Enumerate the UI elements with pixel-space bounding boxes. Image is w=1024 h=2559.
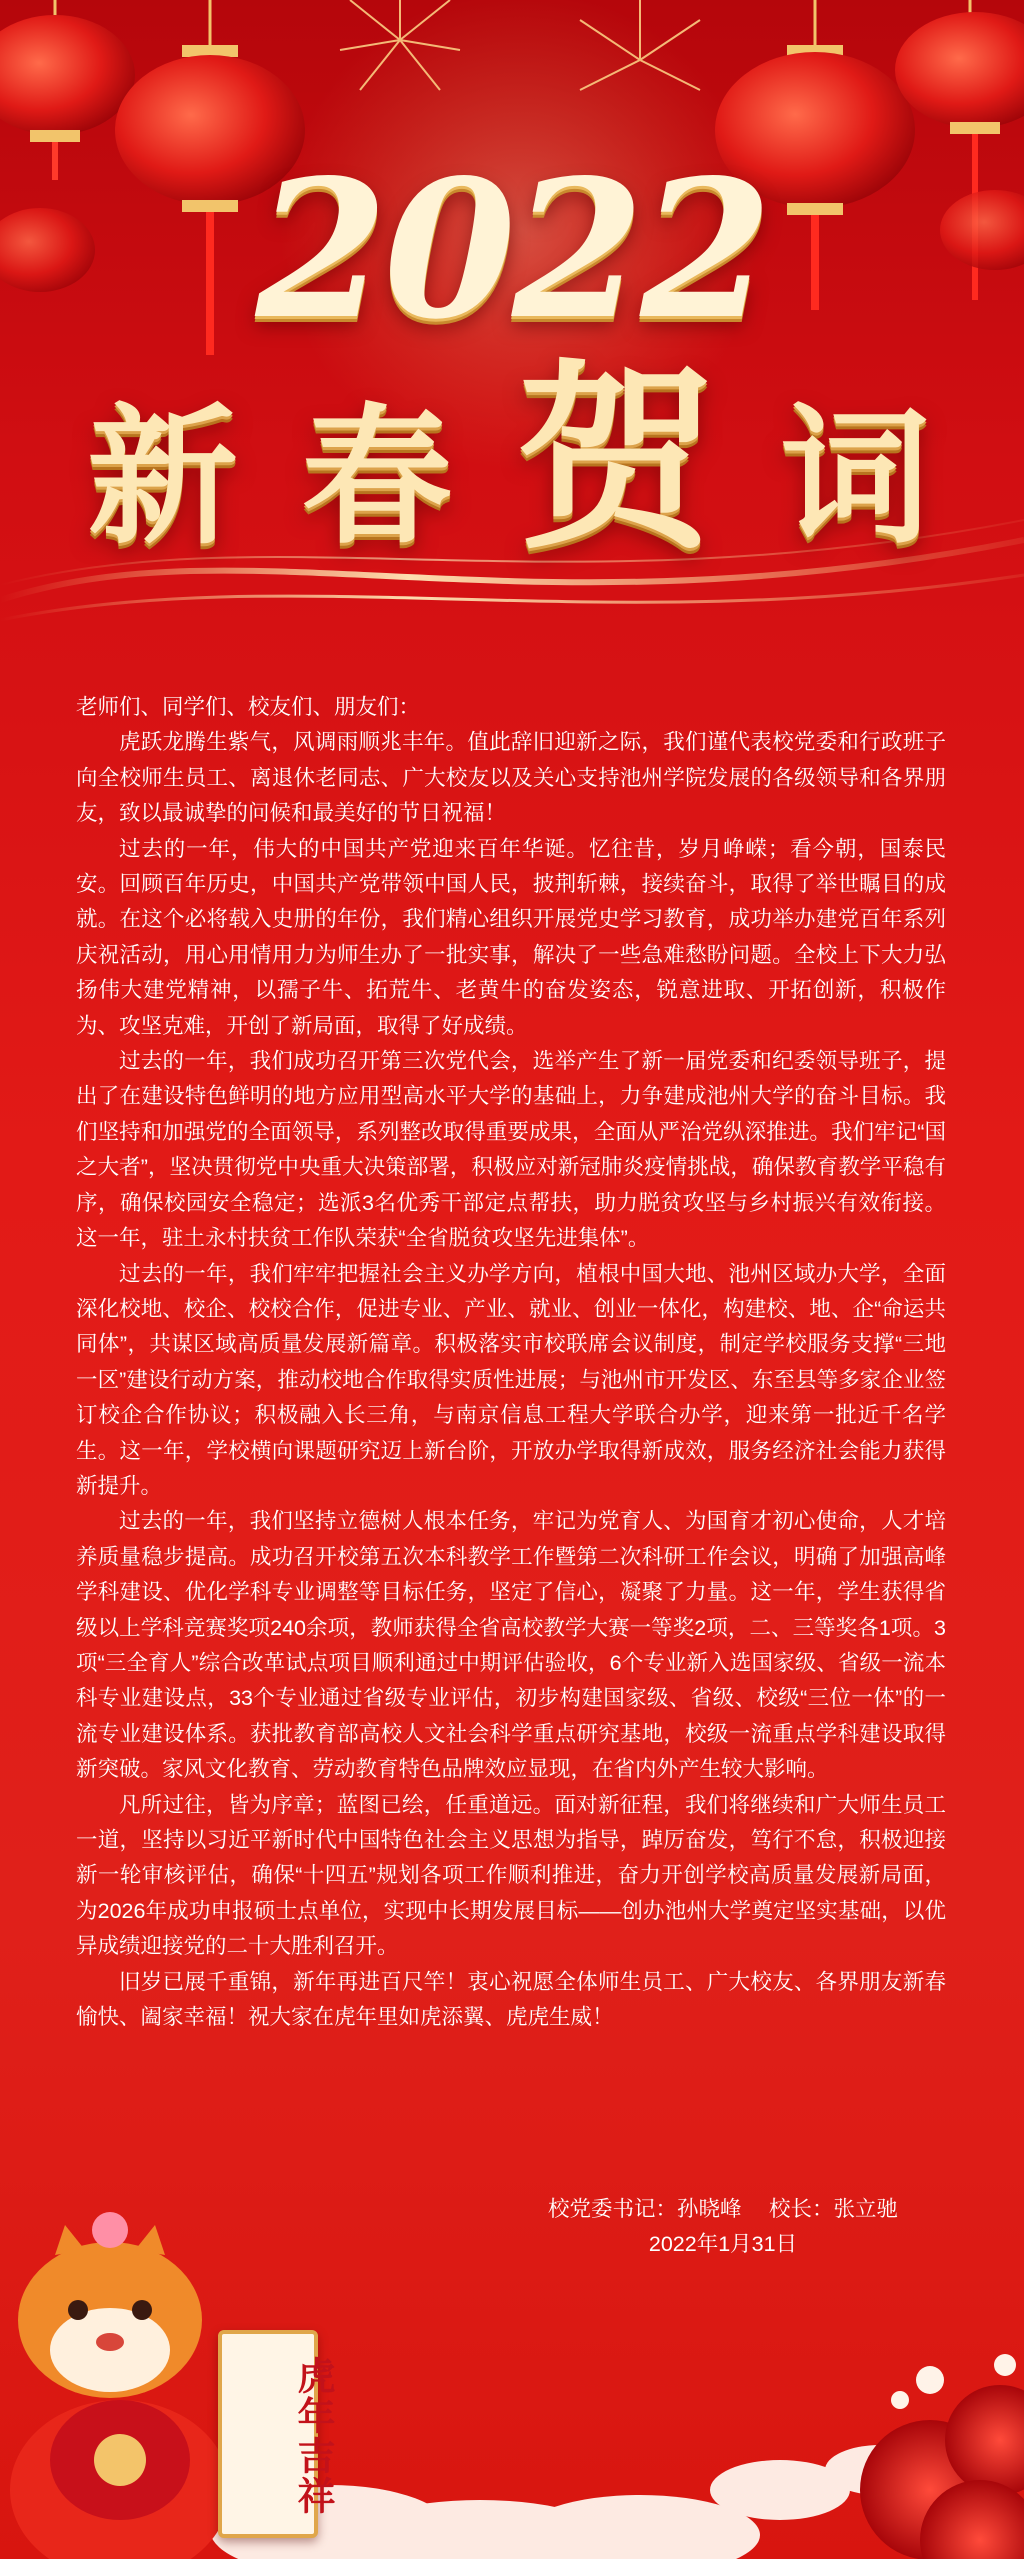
- title-char: 新: [87, 389, 244, 565]
- flower-icon: [860, 2354, 1024, 2559]
- letter-paragraph: 过去的一年，伟大的中国共产党迎来百年华诞。忆往昔，岁月峥嵘；看今朝，国泰民安。回顾百年历史，中国共产党带领中国人民，披荆斩棘，接续奋斗，取得了举世瞩目的成就。在这个必将载入史册的年份，我们精心组织开展党史学习教育，成功举办建党百年系列庆祝活动，用心用情用力为师生办了一批实事，解决了一些急难愁盼问题。全校上下大力弘扬伟大建党精神，以孺子牛、拓荒牛、老黄牛的奋发姿态，锐意进取、开拓创新，积极作为、攻坚克难，开创了新局面，取得了好成绩。: [76, 836, 946, 1038]
- tiger-mascot-icon: [10, 2212, 230, 2559]
- scroll-text: 虎年吉祥: [291, 2356, 336, 2516]
- letter-paragraph: 过去的一年，我们成功召开第三次党代会，选举产生了新一届党委和纪委领导班子，提出了在建设特色鲜明的地方应用型高水平大学的基础上，力争建成池州大学的奋斗目标。我们坚持和加强党的全面领导，系列整改取得重要成果，全面从严治党纵深推进。我们牢记“国之大者”，坚决贯彻党中央重大决策部署，积极应对新冠肺炎疫情挑战，确保教育教学平稳有序，确保校园安全稳定；选派3名优秀干部定点帮扶，助力脱贫攻坚与乡村振兴有效衔接。这一年，驻土永村扶贫工作队荣获“全省脱贫攻坚先进集体”。: [76, 1049, 946, 1251]
- letter-paragraph: 凡所过往，皆为序章；蓝图已绘，任重道远。面对新征程，我们将继续和广大师生员工一道，坚持以习近平新时代中国特色社会主义思想为指导，踔厉奋发，笃行不怠，积极迎接新一轮审核评估，确保“十四五”规划各项工作顺利推进，奋力开创学校高质量发展新局面，为2026年成功申报硕士点单位，实现中长期发展目标——创办池州大学奠定坚实基础，以优异成绩迎接党的二十大胜利召开。: [76, 1792, 946, 1959]
- signers: 校党委书记：孙晓峰 校长：张立驰: [548, 2197, 898, 2221]
- letter-paragraph: 旧岁已展千重锦，新年再进百尺竿！衷心祝愿全体师生员工、广大校友、各界朋友新春愉快、阖家幸福！祝大家在虎年里如虎添翼、虎虎生威！: [76, 1969, 946, 2030]
- salutation: 老师们、同学们、校友们、朋友们：: [76, 695, 421, 719]
- greeting-letter: [76, 690, 946, 2035]
- poster-title: [0, 342, 1024, 577]
- title-char: 词: [780, 389, 937, 565]
- letter-paragraph: 虎跃龙腾生紫气，风调雨顺兆丰年。值此辞旧迎新之际，我们谨代表校党委和行政班子向全校师生员工、离退休老同志、广大校友以及关心支持池州学院发展的各级领导和各界朋友，致以最诚挚的问候和最美好的节日祝福！: [76, 730, 946, 826]
- letter-date: 2022年1月31日: [648, 2232, 798, 2256]
- letter-paragraph: 过去的一年，我们坚持立德树人根本任务，牢记为党育人、为国育才初心使命，人才培养质量稳步提高。成功召开校第五次本科教学工作暨第二次科研工作会议，明确了加强高峰学科建设、优化学科专业调整等目标任务，坚定了信心，凝聚了力量。这一年，学生获得省级以上学科竞赛奖项240余项，教师获得全省高校教学大赛一等奖2项，二、三等奖各1项。3项“三全育人”综合改革试点项目顺利通过中期评估验收，6个专业新入选国家级、省级一流本科专业建设点，33个专业通过省级专业评估，初步构建国家级、省级、校级“三位一体”的一流专业建设体系。获批教育部高校人文社会科学重点研究基地，校级一流重点学科建设取得新突破。家风文化教育、劳动教育特色品牌效应显现，在省内外产生较大影响。: [76, 1509, 946, 1782]
- footer-decoration: [0, 2160, 1024, 2559]
- title-char: 春: [301, 389, 458, 565]
- title-char: 贺: [516, 342, 723, 577]
- letter-paragraph: 过去的一年，我们牢牢把握社会主义办学方向，植根中国大地、池州区域办大学，全面深化校地、校企、校校合作，促进专业、产业、就业、创业一体化，构建校、地、企“命运共同体”，共谋区域高质量发展新篇章。积极落实市校联席会议制度，制定学校服务支撑“三地一区”建设行动方案，推动校地合作取得实质性进展；与池州市开发区、东至县等多家企业签订校企合作协议；积极融入长三角，与南京信息工程大学联合办学，迎来第一批近千名学生。这一年，学校横向课题研究迈上新台阶，开放办学取得新成效，服务经济社会能力获得新提升。: [76, 1261, 946, 1498]
- blessing-scroll: [218, 2330, 336, 2538]
- year-heading: 2022: [255, 138, 769, 361]
